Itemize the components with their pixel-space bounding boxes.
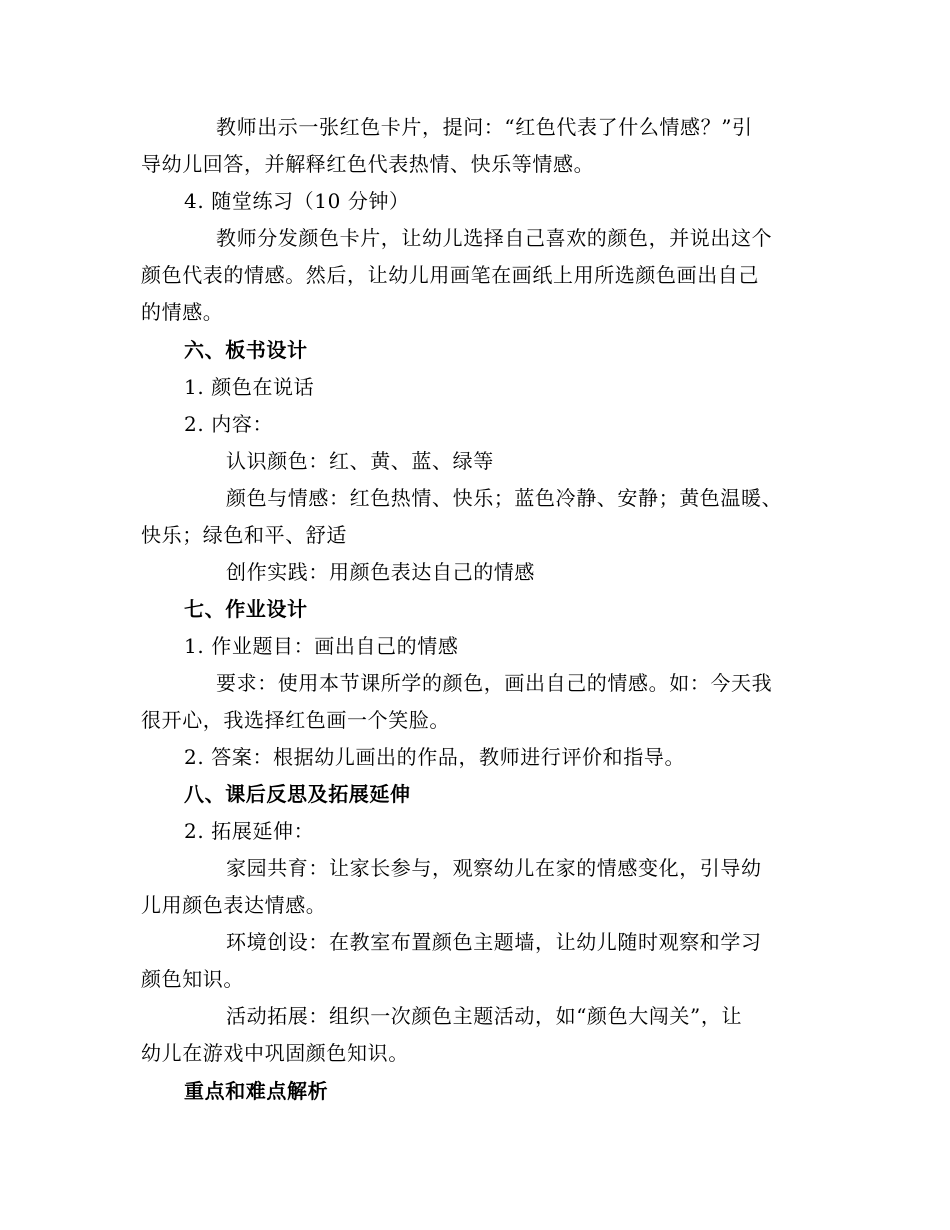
section-heading-homework: 七、作业设计 — [184, 597, 308, 621]
paragraph-practice-line-1: 教师分发颜色卡片，让幼儿选择自己喜欢的颜色，并说出这个 — [216, 226, 773, 250]
paragraph-red-card-line-2: 导幼儿回答，并解释红色代表热情、快乐等情感。 — [141, 152, 595, 176]
list-item-practice: 4. 随堂练习（10 分钟） — [184, 189, 410, 213]
board-content-creative-practice: 创作实践：用颜色表达自己的情感 — [226, 560, 535, 584]
list-item-board-title: 1. 颜色在说话 — [184, 375, 315, 399]
paragraph-homework-requirement-line-1: 要求：使用本节课所学的颜色，画出自己的情感。如：今天我 — [216, 671, 773, 695]
paragraph-home-school-line-1: 家园共育：让家长参与，观察幼儿在家的情感变化，引导幼 — [226, 856, 762, 880]
board-content-recognize-colors: 认识颜色：红、黄、蓝、绿等 — [226, 449, 494, 473]
paragraph-home-school-line-2: 儿用颜色表达情感。 — [141, 893, 327, 917]
paragraph-environment-line-1: 环境创设：在教室布置颜色主题墙，让幼儿随时观察和学习 — [226, 930, 762, 954]
section-heading-reflection: 八、课后反思及拓展延伸 — [184, 782, 411, 806]
section-heading-board-design: 六、板书设计 — [184, 338, 308, 362]
paragraph-activity-line-2: 幼儿在游戏中巩固颜色知识。 — [141, 1041, 409, 1065]
list-item-board-content: 2. 内容： — [184, 412, 274, 436]
section-heading-key-points: 重点和难点解析 — [184, 1079, 329, 1103]
paragraph-practice-line-3: 的情感。 — [141, 300, 224, 324]
paragraph-activity-line-1: 活动拓展：组织一次颜色主题活动，如“颜色大闯关”，让 — [226, 1004, 743, 1028]
list-item-homework-answer: 2. 答案：根据幼儿画出的作品，教师进行评价和指导。 — [184, 745, 686, 769]
list-item-homework-topic: 1. 作业题目：画出自己的情感 — [184, 634, 459, 658]
board-content-colors-emotions-line-2: 快乐；绿色和平、舒适 — [141, 523, 347, 547]
paragraph-environment-line-2: 颜色知识。 — [141, 967, 244, 991]
board-content-colors-emotions-line-1: 颜色与情感：红色热情、快乐；蓝色冷静、安静；黄色温暖、 — [226, 486, 783, 510]
paragraph-red-card-line-1: 教师出示一张红色卡片，提问：“红色代表了什么情感？”引 — [216, 115, 753, 139]
list-item-extension: 2. 拓展延伸： — [184, 819, 315, 843]
paragraph-practice-line-2: 颜色代表的情感。然后，让幼儿用画笔在画纸上用所选颜色画出自己 — [141, 263, 759, 287]
paragraph-homework-requirement-line-2: 很开心，我选择红色画一个笑脸。 — [141, 708, 450, 732]
